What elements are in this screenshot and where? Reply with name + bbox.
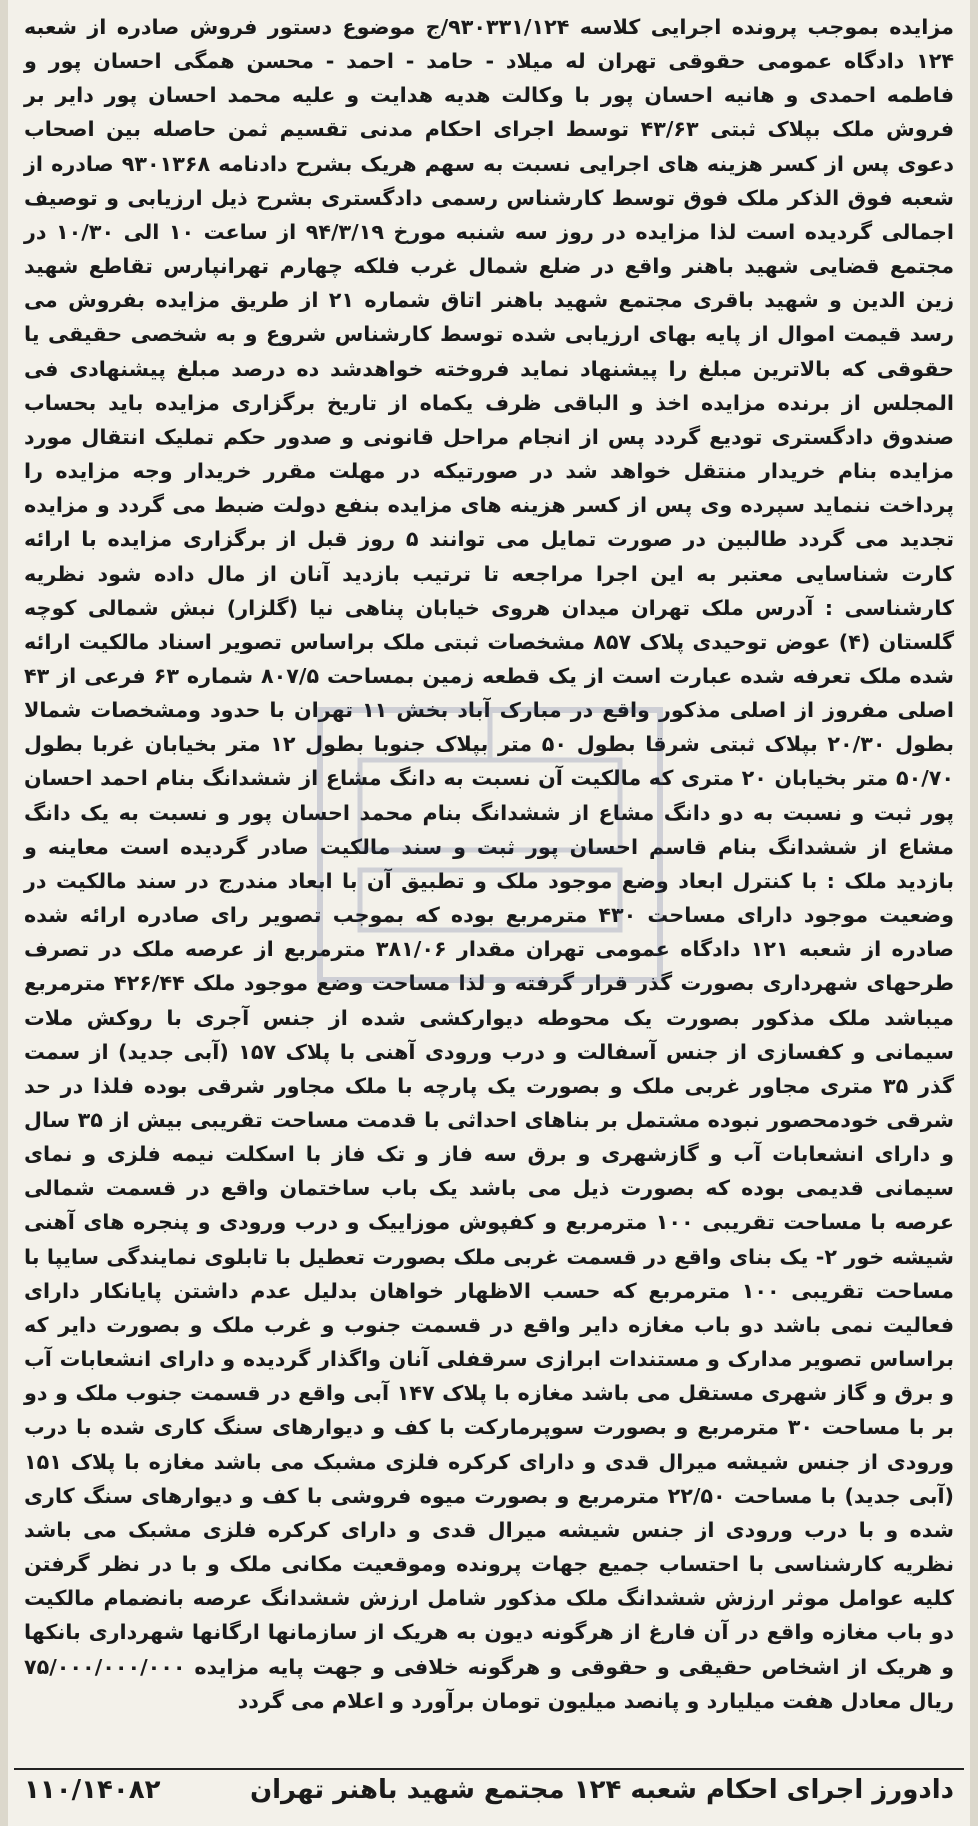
page-edge-right	[970, 0, 978, 1826]
page-edge-left	[0, 0, 8, 1826]
signature-title: دادورز اجرای احکام شعبه ۱۲۴ مجتمع شهید باهنر تهران	[249, 1775, 954, 1805]
notice-code: ۱۱۰/۱۴۰۸۲	[24, 1775, 161, 1805]
notice-body-text: مزایده بموجب پرونده اجرایی کلاسه ۹۳۰۳۳۱/۱۲۴/ج موضوع دستور فروش صادره از شعبه ۱۲۴ دادگاه عمومی حقوقی تهران له میلاد - حامد - احمد - محسن همگی احسان پور و فاطمه احمدی و هانیه احسان پور با وکالت هدیه هدایت و علیه محمد احسان پور دایر بر فروش ملک بپلاک ثبتی ۴۳/۶۳ توسط اجرای احکام مدنی تقسیم ثمن حاصله بین اصحاب دعوی پس از کسر هزینه های اجرایی نسبت به سهم هریک بشرح دادنامه ۹۳۰۱۳۶۸ صادره از شعبه فوق الذکر ملک فوق توسط کارشناس رسمی دادگستری بشرح ذیل ارزیابی و توصیف اجمالی گردیده است لذا مزایده در روز سه شنبه مورخ ۹۴/۳/۱۹ از ساعت ۱۰ الی ۱۰/۳۰ در مجتمع قضایی شهید باهنر واقع در ضلع شمال غرب فلکه چهارم تهرانپارس تقاطع شهید زین الدین و شهید باقری مجتمع شهید باهنر اتاق شماره ۲۱ از طریق مزایده بفروش می رسد قیمت اموال از پایه بهای ارزیابی شده توسط کارشناس شروع و به شخصی حقیقی یا حقوقی که بالاترین مبلغ را پیشنهاد نماید فروخته خواهدشد ده درصد مبلغ پیشنهادی فی المجلس از برنده مزایده اخذ و الباقی ظرف یکماه از تاریخ برگزاری مزایده باید بحساب صندوق دادگستری تودیع گردد پس از انجام مراحل قانونی و صدور حکم تملیک انتقال مورد مزایده بنام خریدار منتقل خواهد شد در صورتیکه در مهلت مقرر خریدار وجه مزایده را پرداخت ننماید سپرده وی پس از کسر هزینه های مزایده بنفع دولت ضبط می گردد و مزایده تجدید می گردد طالبین در صورت تمایل می توانند ۵ روز قبل از برگزاری مزایده با ارائه کارت شناسایی معتبر به این اجرا مراجعه تا ترتیب بازدید آنان از مال داده شود نظریه کارشناسی : آدرس ملک تهران میدان هروی خیابان پناهی نیا (گلزار) نبش شمالی کوچه گلستان (۴) عوض توحیدی پلاک ۸۵۷ مشخصات ثبتی ملک براساس تصویر اسناد مالکیت ارائه شده ملک تعرفه شده عبارت است از یک قطعه زمین بمساحت ۸۰۷/۵ شماره ۶۳ فرعی از ۴۳ اصلی مفروز از اصلی مذکور واقع در مبارک آباد بخش ۱۱ تهران با حدود ومشخصات شمالا بطول ۲۰/۳۰ بپلاک ثبتی شرقا بطول ۵۰ متر بپلاک جنوبا بطول ۱۲ متر بخیابان غربا بطول ۵۰/۷۰ متر بخیابان ۲۰ متری که مالکیت آن نسبت به دانگ مشاع از ششدانگ بنام احمد احسان پور ثبت و نسبت به دو دانگ مشاع از ششدانگ بنام محمد احسان پور و نسبت به یک دانگ مشاع از ششدانگ بنام قاسم احسان پور ثبت و سند مالکیت صادر گردیده است معاینه و بازدید ملک : با کنترل ابعاد وضع موجود ملک و تطبیق آن با ابعاد مندرج در سند مالکیت در وضعیت موجود دارای مساحت ۴۳۰ مترمربع بوده که بموجب تصویر رای صادره ارائه شده صادره از شعبه ۱۲۱ دادگاه عمومی تهران مقدار ۳۸۱/۰۶ مترمربع از عرصه ملک در تصرف طرحهای شهرداری بصورت گذر قرار گرفته و لذا مساحت وضع موجود ملک ۴۲۶/۴۴ مترمربع میباشد ملک مذکور بصورت یک محوطه دیوارکشی شده از جنس آجری با روکش ملات سیمانی و کفسازی از جنس آسفالت و درب ورودی آهنی با پلاک ۱۵۷ (آبی جدید) از سمت گذر ۳۵ متری مجاور غربی ملک و بصورت یک پارچه با ملک مجاور شرقی بوده فلذا در حد شرقی خودمحصور نبوده مشتمل بر بناهای احداثی با قدمت مساحت تقریبی بیش از ۳۵ سال و دارای انشعابات آب و گازشهری و برق سه فاز و تک فاز با اسکلت نیمه فلزی و نمای سیمانی قدیمی بوده که بصورت ذیل می باشد یک باب ساختمان واقع در قسمت شمالی عرصه با مساحت تقریبی ۱۰۰ مترمربع و کفپوش موزاییک و درب ورودی و پنجره های آهنی شیشه خور ۲- یک بنای واقع در قسمت غربی ملک بصورت تعطیل با تابلوی نمایندگی سایپا با مساحت تقریبی ۱۰۰ مترمربع که حسب الاظهار خواهان بدلیل عدم داشتن پایانکار دارای فعالیت نمی باشد دو باب مغازه دایر واقع در قسمت جنوب و غرب ملک و بصورت دایر که براساس تصویر مدارک و مستندات ابرازی سرقفلی آنان واگذار گردیده و دارای انشعابات آب و برق و گاز شهری مستقل می باشد مغازه با پلاک ۱۴۷ آبی واقع در قسمت جنوب ملک و دو بر با مساحت ۳۰ مترمربع و بصورت سوپرمارکت با کف و دیوارهای سنگ کاری شده با درب ورودی از جنس شیشه میرال قدی و دارای کرکره فلزی مشبک می باشد مغازه با پلاک ۱۵۱ (آبی جدید) با مساحت ۲۲/۵۰ مترمربع و بصورت میوه فروشی با کف و دیوارهای سنگ کاری شده و با درب ورودی از جنس شیشه میرال قدی و دارای کرکره فلزی مشبک می باشد نظریه کارشناسی با احتساب جمیع جهات پرونده وموقعیت مکانی ملک و با در نظر گرفتن کلیه عوامل موثر ارزش ششدانگ ملک مذکور شامل ارزش ششدانگ عرصه بانضمام مالکیت دو باب مغازه واقع در آن فارغ از هرگونه دیون به هریک از سازمانها ارگانها شهرداری بانکها و هریک از اشخاص حقیقی و حقوقی و هرگونه خلافی و جهت پایه مزایده ۷۵/۰۰۰/۰۰۰/۰۰۰ ریال معادل هفت میلیارد و پانصد میلیون تومان برآورد و اعلام می گردد	[24, 15, 955, 1713]
signature-row	[14, 1768, 964, 1810]
auction-notice	[14, 6, 964, 1812]
